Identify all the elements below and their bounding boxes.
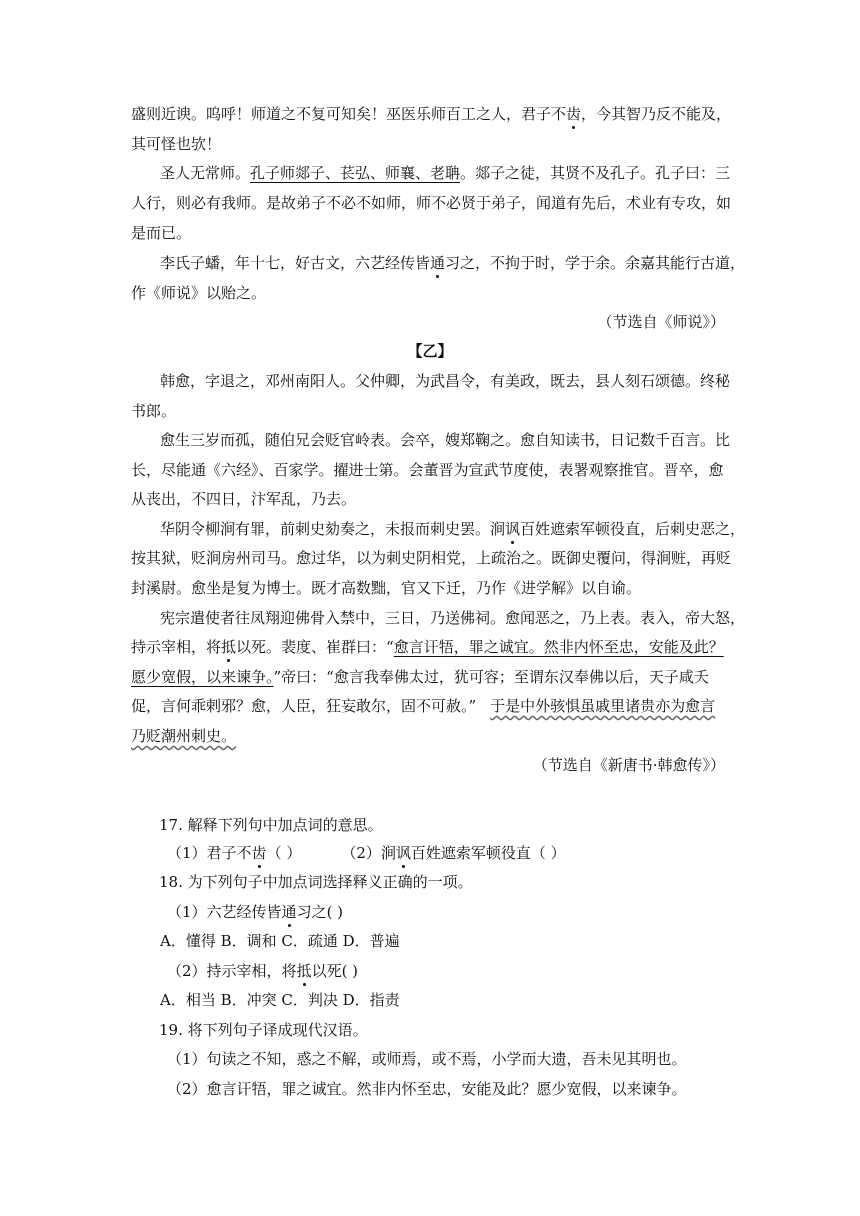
text: 圣人无常师。: [160, 164, 251, 182]
yi-p4-line3: [131, 667, 709, 687]
underlined-sentence: 愈言讦牾，罪之诚宜。然非内怀至忠，安能及此？: [393, 638, 724, 656]
yi-p2-line2: 长，尽能通《六经》、百家学。擢进士第。会董晋为宣武节度使，表署观察推官。晋卒，愈: [131, 461, 724, 479]
jia-p1-line1: [131, 104, 731, 124]
jia-p2-line1: [160, 163, 730, 183]
q18-sub2: [167, 961, 358, 981]
text: 。郯子之徒，其贤不及孔子。孔子曰：三: [460, 164, 731, 182]
dotted-word: 通: [430, 254, 446, 272]
yi-p3-line2: 按其狱，贬涧房州司马。愈过华，以为刺史阴相党，上疏治之。既御史覆问，得涧赃，再贬: [131, 549, 732, 567]
text: 习之，不拘于时，学于余。余嘉其能行古道，: [445, 254, 746, 272]
yi-p2-line3: 从丧出，不四日，汴军乱，乃去。: [131, 490, 357, 508]
dotted-word: 讽: [395, 844, 411, 862]
answer-blank: 习之( ): [296, 903, 344, 921]
text: 百姓遮索军顿役直，后刺史恶之，: [520, 520, 746, 538]
text: ”帝曰：“愈言我奉佛太过，犹可容；至谓东汉奉佛以后，天子咸夭: [273, 668, 709, 686]
underlined-sentence: 孔子师郯子、苌弘、师襄、老聃: [250, 164, 461, 182]
yi-p4-line2: [131, 637, 724, 657]
q17-items: [167, 843, 566, 863]
q19-sub2: （2）愈言讦牾，罪之诚宜。然非内怀至忠，安能及此？愿少宽假，以来谏争。: [167, 1080, 687, 1098]
dotted-word: 齿: [566, 105, 582, 123]
wavy-underlined-sentence: 于是中外骇惧虽戚里诸贵亦为愈言: [490, 697, 716, 715]
jia-source: （节选自《师说》）: [597, 313, 725, 331]
yi-p4-line1: 宪宗遣使者往凤翔迎佛骨入禁中，三日，乃送佛祠。愈闻恶之，乃上表。表入，帝大怒，: [160, 609, 746, 627]
jia-p1-line2: 其可怪也欤！: [131, 135, 222, 153]
yi-p3-line1: [160, 519, 745, 539]
q17-stem: 17. 解释下列句中加点词的意思。: [159, 816, 383, 834]
q18-options2: A．相当 B．冲突 C．判决 D．指责: [160, 991, 400, 1009]
yi-p1-line2: 书郎。: [131, 402, 177, 420]
text: （1）六艺经传皆: [167, 903, 282, 921]
q19-stem: 19. 将下列句子译成现代汉语。: [159, 1021, 368, 1039]
text: ，今其智乃反不能及，: [581, 105, 732, 123]
jia-p3-line1: [160, 253, 745, 273]
q18-sub1: [167, 902, 343, 922]
text: 以死。裴度、崔群曰：“: [236, 638, 394, 656]
text: 李氏子蟠，年十七，好古文，六艺经传皆: [160, 254, 431, 272]
dotted-word: 讽: [505, 520, 521, 538]
wavy-underlined-sentence: 乃贬潮州刺史。: [131, 727, 237, 745]
q18-options1: A．懂得 B．调和 C．疏通 D．普遍: [160, 932, 400, 950]
q18-stem: 18. 为下列句子中加点词选择释义正确的一项。: [159, 873, 473, 891]
dotted-word: 通: [281, 903, 297, 921]
yi-p4-line5: [131, 726, 236, 746]
text: 促，言何乖剌邪？愈，人臣，狂妄敢尔，固不可赦。”: [131, 697, 477, 715]
text: （2）涧: [341, 844, 396, 862]
q19-sub1: （1）句读之不知，惑之不解，或师焉，或不焉，小学而大遗，吾未见其明也。: [167, 1050, 687, 1068]
yi-p3-line3: 封溪尉。愈坐是复为博士。既才高数黜，官又下迁，乃作《进学解》以自谕。: [131, 579, 642, 597]
text: 华阴令柳涧有罪，前刺史劾奏之，未报而刺史罢。涧: [160, 520, 506, 538]
yi-heading: 【乙】: [407, 342, 453, 360]
dotted-word: 抵: [221, 638, 237, 656]
yi-p2-line1: 愈生三岁而孤，随伯兄会贬官岭表。会卒，嫂郑鞠之。愈自知读书，日记数千百言。比: [160, 431, 731, 449]
text: （2）持示宰相，将: [167, 962, 297, 980]
jia-p2-line2: 人行，则必有我师。是故弟子不必不如师，师不必贤于弟子，闻道有先后，术业有专攻，如: [131, 194, 732, 212]
jia-p2-line3: 是而已。: [131, 224, 192, 242]
answer-blank: 百姓遮索军顿役直（ ）: [410, 844, 566, 862]
yi-p4-line4: [131, 696, 715, 716]
answer-blank: （ ）: [266, 844, 302, 862]
dotted-word: 抵: [296, 962, 312, 980]
text: 持示宰相，将: [131, 638, 222, 656]
underlined-sentence: 愿少宽假，以来谏争。: [131, 668, 274, 686]
answer-blank: 以死( ): [311, 962, 359, 980]
text: （1）君子不: [167, 844, 252, 862]
yi-p1-line1: 韩愈，字退之，邓州南阳人。父仲卿，为武昌令，有美政，既去，县人刻石颂德。终秘: [160, 372, 731, 390]
text: 盛则近谀。呜呼！师道之不复可知矣！巫医乐师百工之人，君子不: [131, 105, 567, 123]
jia-p3-line2: 作《师说》以贻之。: [131, 284, 267, 302]
dotted-word: 齿: [251, 844, 267, 862]
yi-source: （节选自《新唐书·韩愈传》）: [532, 756, 725, 774]
